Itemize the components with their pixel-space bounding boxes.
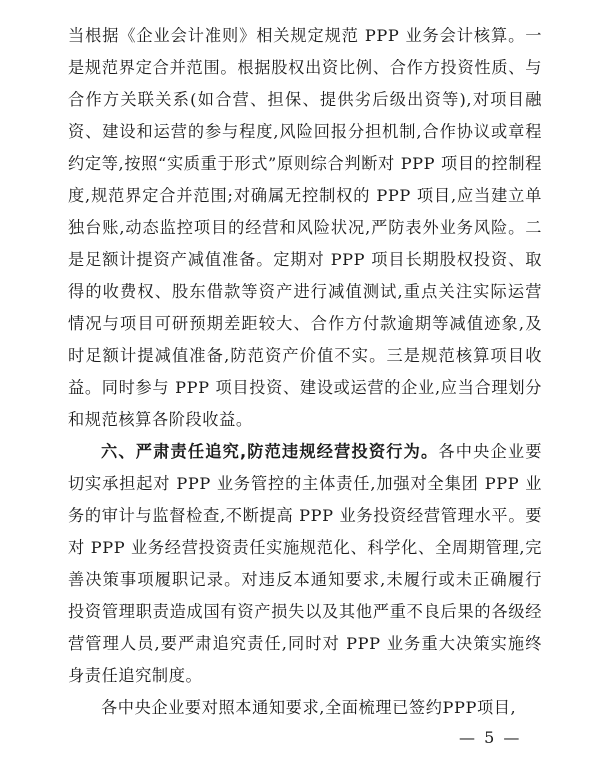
document-page [68,20,542,724]
section-6-body: 各中央企业要切实承担起对 PPP 业务管控的主体责任,加强对全集团 PPP 业务的审计与监督检查,不断提高 PPP 业务投资经营管理水平。要对 PPP 业务经营投资责任实施规范化、科学化、全周期管理,完善决策事项履职记录。对违反本通知要求,未履行或未正确履行投资管理职责造成国有资产损失以及其他严重不良后果的各级经营管理人员,要严肃追究责任,同时对 PPP 业务重大决策实施终身责任追究制度。 [68,442,542,685]
page-number: — 5 — [459,728,522,747]
paragraph-accounting: 当根据《企业会计准则》相关规定规范 PPP 业务会计核算。一是规范界定合并范围。根据股权出资比例、合作方投资性质、与合作方关联关系(如合营、担保、提供劣后级出资等),对项目融资、建设和运营的参与程度,风险回报分担机制,合作协议或章程约定等,按照“实质重于形式”原则综合判断对 PPP 项目的控制程度,规范界定合并范围;对确属无控制权的 PPP 项目,应当建立单独台账,动态监控项目的经营和风险状况,严防表外业务风险。二是足额计提资产减值准备。定期对 PPP 项目长期股权投资、取得的收费权、股东借款等资产进行减值测试,重点关注实际运营情况与项目可研预期差距较大、合作方付款逾期等减值迹象,及时足额计提减值准备,防范资产价值不实。三是规范核算项目收益。同时参与 PPP 项目投资、建设或运营的企业,应当合理划分和规范核算各阶段收益。 [68,26,542,429]
paragraph-review-projects: 各中央企业要对照本通知要求,全面梳理已签约PPP项目, [101,698,517,717]
paragraph-section-6 [68,436,542,692]
section-6-heading: 六、严肃责任追究,防范违规经营投资行为。 [101,442,439,461]
